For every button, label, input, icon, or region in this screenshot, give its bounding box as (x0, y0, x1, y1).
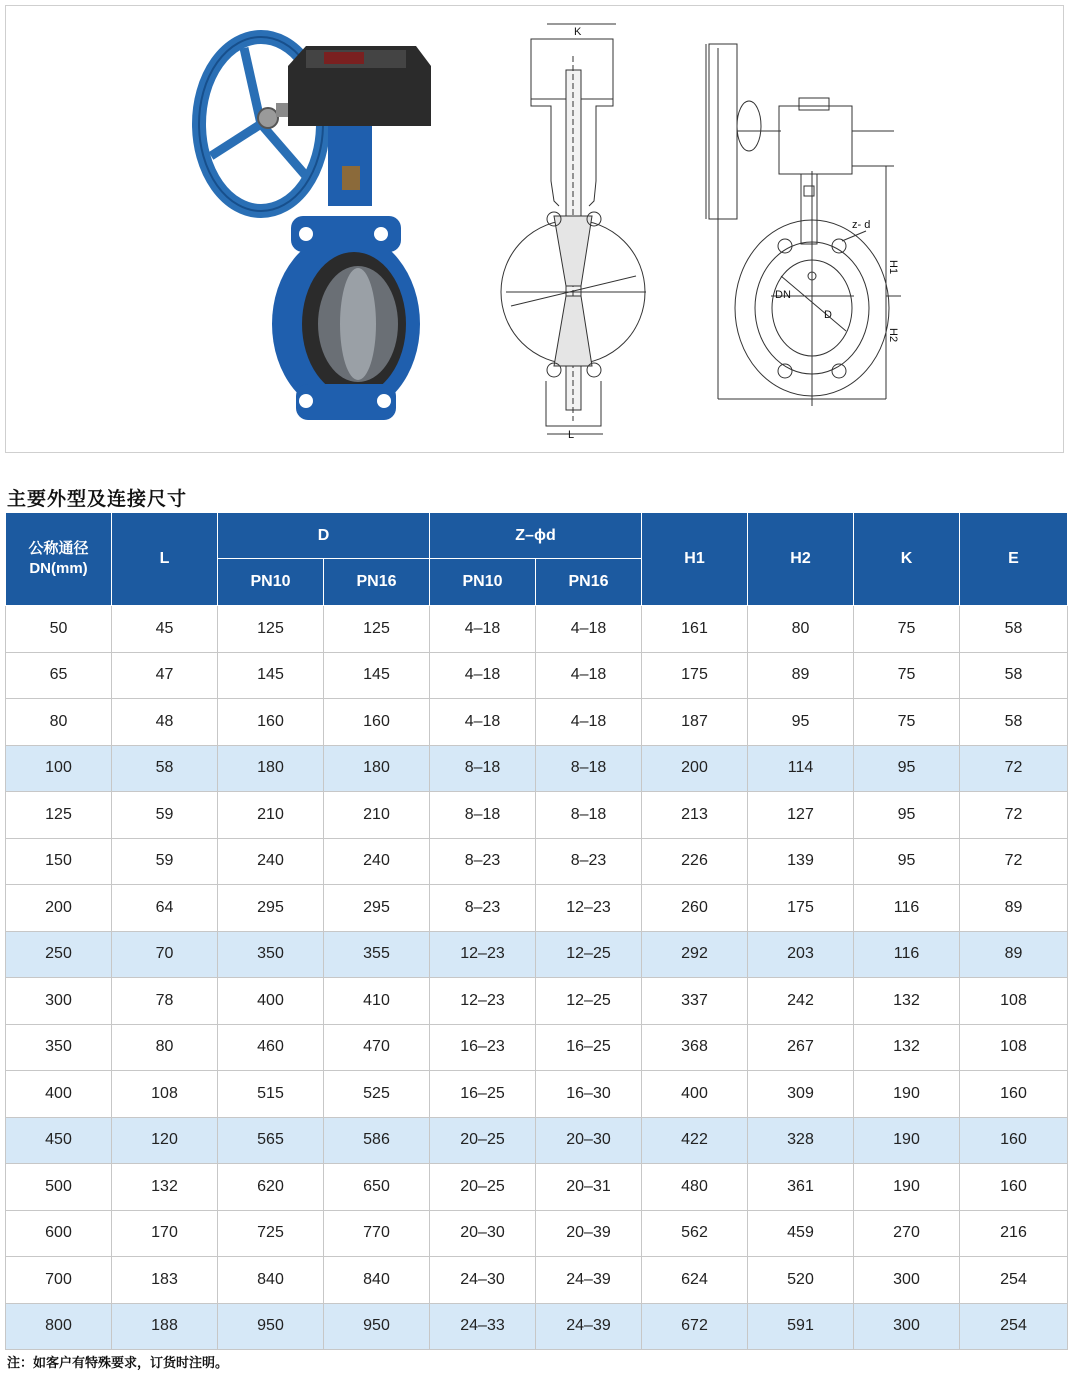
table-cell: 20–25 (430, 1117, 536, 1164)
label-k: K (574, 26, 582, 38)
table-row (6, 978, 1068, 1025)
table-cell: 190 (854, 1117, 960, 1164)
section-title: 主要外型及连接尺寸 (7, 488, 188, 510)
valve-photo (199, 37, 431, 420)
header-h1: H1 (642, 513, 748, 606)
table-cell: 309 (748, 1071, 854, 1118)
header-d-pn16: PN16 (324, 559, 430, 606)
table-cell: 16–30 (536, 1071, 642, 1118)
table-cell: 72 (960, 838, 1068, 885)
header-d-pn10: PN10 (218, 559, 324, 606)
table-row (6, 885, 1068, 932)
table-cell: 422 (642, 1117, 748, 1164)
table-cell: 24–33 (430, 1303, 536, 1350)
table-cell: 525 (324, 1071, 430, 1118)
table-cell: 292 (642, 931, 748, 978)
header-e: E (960, 513, 1068, 606)
table-cell: 4–18 (430, 606, 536, 653)
table-cell: 520 (748, 1257, 854, 1304)
table-row (6, 1071, 1068, 1118)
table-cell: 400 (642, 1071, 748, 1118)
table-cell: 400 (218, 978, 324, 1025)
table-cell: 8–18 (536, 745, 642, 792)
table-cell: 160 (324, 699, 430, 746)
table-cell: 20–30 (430, 1210, 536, 1257)
table-cell: 108 (960, 1024, 1068, 1071)
label-d: D (824, 309, 832, 321)
table-cell: 8–18 (430, 792, 536, 839)
header-h2: H2 (748, 513, 854, 606)
table-cell: 145 (324, 652, 430, 699)
table-row (6, 1024, 1068, 1071)
table-cell: 188 (112, 1303, 218, 1350)
table-cell: 24–30 (430, 1257, 536, 1304)
table-cell: 586 (324, 1117, 430, 1164)
table-cell: 337 (642, 978, 748, 1025)
table-cell: 89 (748, 652, 854, 699)
header-dn-label: 公称通径 DN(mm) (28, 540, 89, 577)
table-row (6, 792, 1068, 839)
table-cell: 840 (324, 1257, 430, 1304)
table-cell: 187 (642, 699, 748, 746)
table-row (6, 745, 1068, 792)
front-view-drawing (706, 44, 901, 406)
table-cell: 72 (960, 792, 1068, 839)
table-row (6, 1117, 1068, 1164)
table-cell: 210 (324, 792, 430, 839)
table-cell: 4–18 (430, 652, 536, 699)
figure-panel (5, 5, 1064, 453)
table-cell: 78 (112, 978, 218, 1025)
table-cell: 840 (218, 1257, 324, 1304)
table-cell: 226 (642, 838, 748, 885)
table-cell: 160 (960, 1164, 1068, 1211)
table-cell: 240 (324, 838, 430, 885)
table-cell: 203 (748, 931, 854, 978)
table-cell: 127 (748, 792, 854, 839)
table-cell: 80 (112, 1024, 218, 1071)
table-cell: 770 (324, 1210, 430, 1257)
table-cell: 240 (218, 838, 324, 885)
table-cell: 300 (854, 1257, 960, 1304)
table-body (6, 606, 1068, 1350)
table-cell: 20–31 (536, 1164, 642, 1211)
table-cell: 160 (960, 1071, 1068, 1118)
table-cell: 725 (218, 1210, 324, 1257)
table-cell: 58 (960, 699, 1068, 746)
table-cell: 4–18 (536, 652, 642, 699)
table-cell: 160 (218, 699, 324, 746)
table-cell: 89 (960, 931, 1068, 978)
table-cell: 125 (324, 606, 430, 653)
table-cell: 672 (642, 1303, 748, 1350)
table-cell: 145 (218, 652, 324, 699)
table-cell: 12–25 (536, 978, 642, 1025)
table-cell: 4–18 (536, 699, 642, 746)
table-cell: 58 (112, 745, 218, 792)
dimension-table (5, 512, 1068, 1350)
label-dn: DN (775, 289, 791, 301)
table-cell: 95 (854, 838, 960, 885)
table-cell: 4–18 (430, 699, 536, 746)
table-cell: 565 (218, 1117, 324, 1164)
table-cell: 16–23 (430, 1024, 536, 1071)
table-row (6, 1257, 1068, 1304)
table-cell: 12–23 (430, 978, 536, 1025)
table-cell: 125 (218, 606, 324, 653)
table-cell: 75 (854, 606, 960, 653)
table-cell: 210 (218, 792, 324, 839)
table-cell: 470 (324, 1024, 430, 1071)
table-cell: 59 (112, 792, 218, 839)
table-row (6, 606, 1068, 653)
table-cell: 170 (112, 1210, 218, 1257)
label-h1: H1 (887, 260, 899, 275)
table-cell: 47 (112, 652, 218, 699)
table-cell: 95 (854, 792, 960, 839)
table-cell: 65 (6, 652, 112, 699)
table-cell: 108 (960, 978, 1068, 1025)
header-zd: Z–ϕd (430, 513, 642, 559)
table-cell: 8–23 (536, 838, 642, 885)
table-cell: 260 (642, 885, 748, 932)
table-cell: 350 (6, 1024, 112, 1071)
table-cell: 50 (6, 606, 112, 653)
table-cell: 75 (854, 699, 960, 746)
table-cell: 183 (112, 1257, 218, 1304)
table-cell: 116 (854, 885, 960, 932)
table-cell: 12–23 (536, 885, 642, 932)
table-cell: 270 (854, 1210, 960, 1257)
table-cell: 72 (960, 745, 1068, 792)
table-cell: 16–25 (430, 1071, 536, 1118)
table-cell: 24–39 (536, 1257, 642, 1304)
table-cell: 8–18 (536, 792, 642, 839)
table-cell: 116 (854, 931, 960, 978)
table-cell: 180 (324, 745, 430, 792)
table-cell: 400 (6, 1071, 112, 1118)
table-cell: 100 (6, 745, 112, 792)
table-cell: 160 (960, 1117, 1068, 1164)
table-cell: 12–23 (430, 931, 536, 978)
table-cell: 460 (218, 1024, 324, 1071)
table-cell: 95 (854, 745, 960, 792)
table-cell: 114 (748, 745, 854, 792)
table-cell: 267 (748, 1024, 854, 1071)
table-cell: 950 (218, 1303, 324, 1350)
table-cell: 45 (112, 606, 218, 653)
table-cell: 59 (112, 838, 218, 885)
label-h2: H2 (887, 328, 899, 343)
table-cell: 295 (324, 885, 430, 932)
table-cell: 139 (748, 838, 854, 885)
table-cell: 624 (642, 1257, 748, 1304)
table-row (6, 699, 1068, 746)
header-zd-pn16: PN16 (536, 559, 642, 606)
table-cell: 190 (854, 1071, 960, 1118)
table-cell: 300 (6, 978, 112, 1025)
table-cell: 175 (642, 652, 748, 699)
table-cell: 700 (6, 1257, 112, 1304)
table-cell: 620 (218, 1164, 324, 1211)
header-l: L (112, 513, 218, 606)
table-cell: 161 (642, 606, 748, 653)
header-d: D (218, 513, 430, 559)
order-note: 注：如客户有特殊要求，订货时注明。 (7, 1356, 229, 1371)
table-cell: 515 (218, 1071, 324, 1118)
header-zd-pn10: PN10 (430, 559, 536, 606)
valve-figures (6, 6, 1063, 452)
side-section-drawing (501, 24, 646, 441)
table-cell: 950 (324, 1303, 430, 1350)
table-cell: 8–23 (430, 838, 536, 885)
table-cell: 24–39 (536, 1303, 642, 1350)
table-cell: 70 (112, 931, 218, 978)
table-cell: 650 (324, 1164, 430, 1211)
table-cell: 350 (218, 931, 324, 978)
table-cell: 8–23 (430, 885, 536, 932)
table-cell: 450 (6, 1117, 112, 1164)
table-cell: 410 (324, 978, 430, 1025)
table-cell: 200 (642, 745, 748, 792)
table-cell: 368 (642, 1024, 748, 1071)
table-cell: 58 (960, 652, 1068, 699)
table-cell: 132 (112, 1164, 218, 1211)
table-cell: 355 (324, 931, 430, 978)
table-row (6, 1210, 1068, 1257)
table-cell: 108 (112, 1071, 218, 1118)
table-cell: 480 (642, 1164, 748, 1211)
label-l: L (568, 429, 575, 441)
table-cell: 328 (748, 1117, 854, 1164)
table-cell: 242 (748, 978, 854, 1025)
table-cell: 200 (6, 885, 112, 932)
table-cell: 800 (6, 1303, 112, 1350)
table-row (6, 931, 1068, 978)
table-cell: 132 (854, 978, 960, 1025)
table-cell: 300 (854, 1303, 960, 1350)
table-cell: 4–18 (536, 606, 642, 653)
table-cell: 213 (642, 792, 748, 839)
table-cell: 254 (960, 1257, 1068, 1304)
table-cell: 250 (6, 931, 112, 978)
label-zd: z- d (852, 219, 871, 231)
table-cell: 8–18 (430, 745, 536, 792)
table-cell: 254 (960, 1303, 1068, 1350)
table-cell: 361 (748, 1164, 854, 1211)
table-cell: 132 (854, 1024, 960, 1071)
table-cell: 600 (6, 1210, 112, 1257)
table-row (6, 1303, 1068, 1350)
table-cell: 64 (112, 885, 218, 932)
table-cell: 12–25 (536, 931, 642, 978)
table-cell: 20–39 (536, 1210, 642, 1257)
header-k: K (854, 513, 960, 606)
table-cell: 48 (112, 699, 218, 746)
table-cell: 20–25 (430, 1164, 536, 1211)
table-cell: 459 (748, 1210, 854, 1257)
table-cell: 180 (218, 745, 324, 792)
table-cell: 95 (748, 699, 854, 746)
table-cell: 150 (6, 838, 112, 885)
header-dn (6, 513, 112, 606)
table-cell: 500 (6, 1164, 112, 1211)
table-row (6, 652, 1068, 699)
table-cell: 20–30 (536, 1117, 642, 1164)
table-cell: 75 (854, 652, 960, 699)
table-cell: 80 (748, 606, 854, 653)
table-cell: 125 (6, 792, 112, 839)
table-cell: 89 (960, 885, 1068, 932)
table-row (6, 838, 1068, 885)
table-cell: 591 (748, 1303, 854, 1350)
table-cell: 175 (748, 885, 854, 932)
table-cell: 16–25 (536, 1024, 642, 1071)
table-cell: 216 (960, 1210, 1068, 1257)
table-cell: 295 (218, 885, 324, 932)
table-cell: 120 (112, 1117, 218, 1164)
table-cell: 58 (960, 606, 1068, 653)
table-cell: 562 (642, 1210, 748, 1257)
table-cell: 190 (854, 1164, 960, 1211)
table-row (6, 1164, 1068, 1211)
table-cell: 80 (6, 699, 112, 746)
